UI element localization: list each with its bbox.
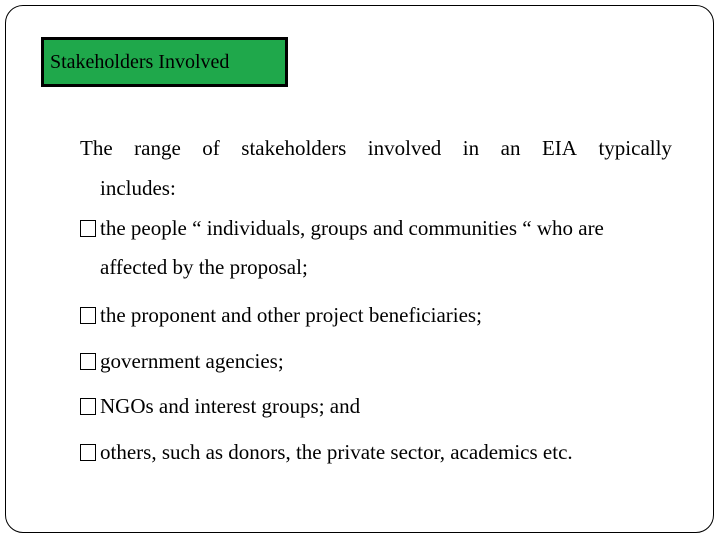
intro-paragraph — [80, 128, 672, 208]
intro-word: typically — [598, 136, 672, 160]
slide-title: Stakeholders Involved — [50, 50, 230, 73]
bullet-item — [80, 394, 360, 419]
bullet-text: the proponent and other project beneficiaries; — [100, 303, 482, 327]
intro-word: in — [462, 136, 480, 160]
checkbox-icon — [80, 398, 96, 415]
bullet-text: government agencies; — [100, 349, 284, 373]
checkbox-icon — [80, 307, 96, 324]
intro-word: involved — [367, 136, 442, 160]
bullet-text: the people “ individuals, groups and communities “ who are — [100, 216, 604, 240]
bullet-item — [80, 303, 482, 328]
intro-word: an — [500, 136, 521, 160]
bullet-text: NGOs and interest groups; and — [100, 394, 361, 418]
bullet-item — [80, 440, 573, 465]
checkbox-icon — [80, 220, 96, 237]
intro-word: range — [134, 136, 181, 160]
bullet-continuation: affected by the proposal; — [100, 255, 308, 279]
bullet-item — [80, 216, 604, 280]
intro-word: stakeholders — [241, 136, 347, 160]
bullet-item — [80, 349, 284, 374]
intro-line-2: includes: — [100, 176, 176, 200]
checkbox-icon — [80, 353, 96, 370]
checkbox-icon — [80, 444, 96, 461]
intro-word: EIA — [541, 136, 577, 160]
intro-word: The — [80, 136, 113, 160]
intro-line-1 — [80, 128, 672, 168]
title-box — [41, 37, 288, 87]
bullet-text: others, such as donors, the private sector, academics etc. — [100, 440, 573, 464]
intro-word: of — [202, 136, 220, 160]
